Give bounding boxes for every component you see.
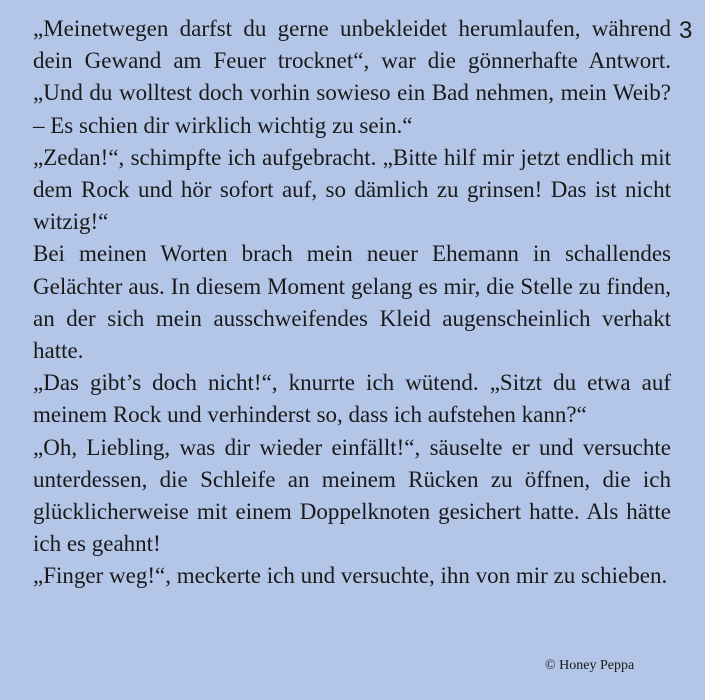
paragraph: „Finger weg!“, meckerte ich und versuchte, ihn von mir zu schieben. (33, 563, 668, 589)
paragraph: „Das gibt’s doch nicht!“, knurrte ich wütend. „Sitzt du etwa auf meinem Rock und verhinderst so, dass ich aufstehen kann?“ (33, 370, 671, 428)
story-text (33, 13, 671, 593)
paragraph: „Meinetwegen darfst du gerne unbekleidet herumlaufen, während dein Gewand am Feuer trocknet“, war die gönnerhafte Antwort. „Und du wolltest doch vorhin sowieso ein Bad nehmen, mein Weib? – Es schien dir wirklich wichtig zu sein.“ (33, 16, 671, 138)
copyright-notice: © Honey Peppa (545, 658, 635, 673)
paragraph: „Oh, Liebling, was dir wieder einfällt!“, säuselte er und versuchte unterdessen, die Schleife an meinem Rücken zu öffnen, die ich glücklicherweise mit einem Doppelknoten gesichert hatte. Als hätte ich es geahnt! (33, 434, 671, 557)
paragraph: „Zedan!“, schimpfte ich aufgebracht. „Bitte hilf mir jetzt endlich mit dem Rock und hör sofort auf, so dämlich zu grinsen! Das ist nicht witzig!“ (33, 144, 671, 235)
paragraph: Bei meinen Worten brach mein neuer Ehemann in schallendes Gelächter aus. In diesem Moment gelang es mir, die Stelle zu finden, an der sich mein ausschweifendes Kleid augenscheinlich verhakt hatte. (33, 241, 671, 364)
page-number: 3 (679, 17, 693, 44)
